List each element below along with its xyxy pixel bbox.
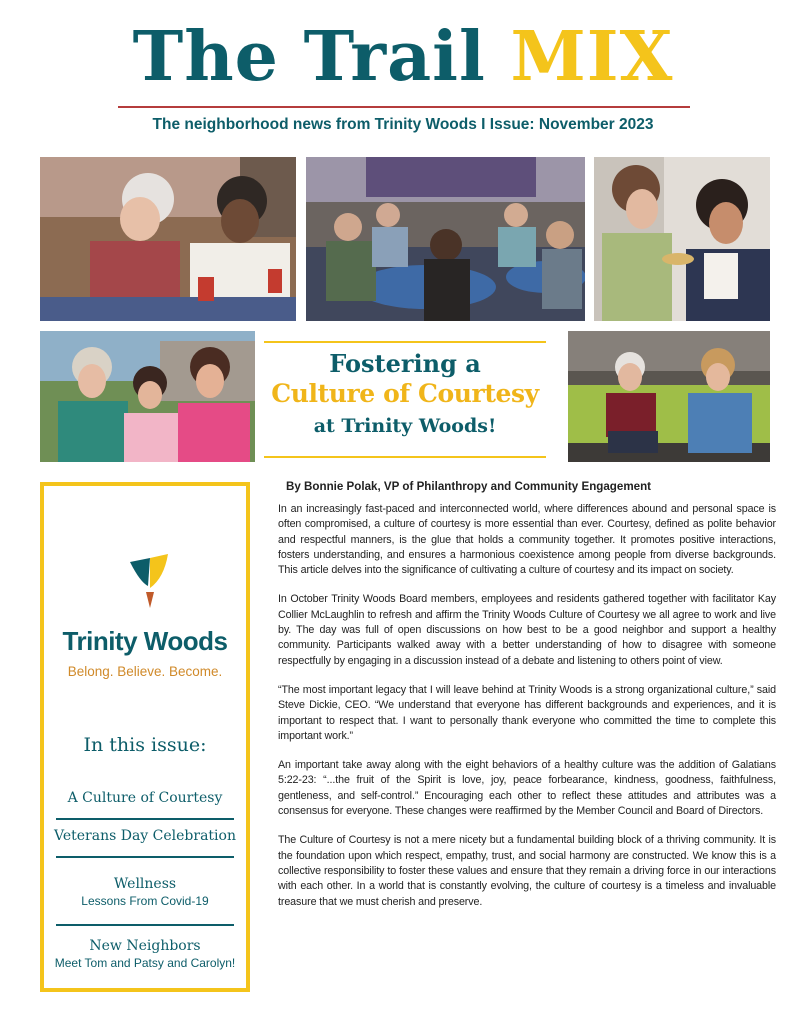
newsletter-title bbox=[0, 14, 806, 100]
sidebar-in-this-issue bbox=[40, 482, 250, 992]
article-paragraph: An important take away along with the eight behaviors of a healthy culture was the addition of Galatians 5:22-23: “...the fruit of the Spirit is love, joy, peace forbearance, kindness, goodness, faithfulness, gentleness, and self-control.” Encouraging each other to reflect these attitudes and attributes was a consensus for everyone. These changes were reaffirmed by the Member Council and Board of Directors. bbox=[278, 759, 776, 818]
article-body bbox=[278, 480, 776, 924]
trinity-woods-logo-icon bbox=[128, 552, 170, 610]
issue-item-wellness[interactable] bbox=[52, 876, 238, 908]
issue-item-subtitle: Lessons From Covid-19 bbox=[81, 894, 209, 908]
issue-divider bbox=[56, 818, 234, 820]
in-this-issue-heading: In this issue: bbox=[83, 734, 207, 756]
logo-name: Trinity Woods bbox=[62, 626, 228, 656]
headline-rule-bottom bbox=[264, 456, 546, 458]
article-paragraph: In an increasingly fast-paced and interconnected world, where differences abound and personal space is often compromised, a culture of courtesy is more essential than ever. Courtesy, defined as polite behavior and respectful manners, is the glue that holds a community together. It promotes positive interactions, fosters understanding, and ensures a harmonious coexistence among people from diverse backgrounds. This article delves into the significance of cultivating a culture of courtesy and its impact on society. bbox=[278, 503, 776, 577]
issue-item-title: Wellness bbox=[113, 876, 177, 892]
photo-three-women-outdoors bbox=[40, 331, 255, 462]
issue-item-veterans-day[interactable] bbox=[52, 828, 238, 844]
issue-divider bbox=[56, 856, 234, 858]
headline-rule-top bbox=[264, 341, 546, 343]
article-byline: By Bonnie Polak, VP of Philanthropy and Community Engagement bbox=[286, 480, 652, 493]
masthead-subtitle: The neighborhood news from Trinity Woods I Issue: November 2023 bbox=[152, 116, 654, 133]
photo-two-women-seated bbox=[568, 331, 770, 462]
article-paragraph: “The most important legacy that I will leave behind at Trinity Woods is a strong organizational culture,” said Steve Dickie, CEO. “We understand that everyone has different backgrounds and experiences, and it is important to respect that. I want to personally thank everyone who committed the time to complete this important work.” bbox=[278, 683, 776, 742]
article-paragraph: The Culture of Courtesy is not a mere nicety but a fundamental building block of a thriving community. It is the foundation upon which respect, empathy, trust, and social harmony are constructed. We know this is a collective responsibility to foster these values and ensure that they remain a driving force in our interactions with each other. In a world that is constantly evolving, the culture of courtesy is a timeless and invaluable treasure that we must cherish and preserve. bbox=[278, 834, 776, 908]
headline-line-3: at Trinity Woods! bbox=[313, 415, 497, 437]
issue-item-title: Veterans Day Celebration bbox=[54, 828, 236, 844]
photo-event-hall-tables bbox=[306, 157, 585, 321]
issue-item-subtitle: Meet Tom and Patsy and Carolyn! bbox=[54, 956, 236, 970]
photo-two-women-smiling bbox=[594, 157, 770, 321]
photo-two-residents-dining bbox=[40, 157, 296, 321]
issue-divider bbox=[56, 924, 234, 926]
issue-item-new-neighbors[interactable] bbox=[52, 938, 238, 970]
headline-line-2: Culture of Courtesy bbox=[271, 379, 539, 408]
title-the-trail: The Trail bbox=[132, 17, 486, 97]
logo-tagline: Belong. Believe. Become. bbox=[67, 664, 223, 679]
headline-block bbox=[264, 335, 546, 460]
article-paragraph: In October Trinity Woods Board members, employees and residents gathered together with facilitator Kay Collier McLaughlin to refresh and affirm the Trinity Woods Culture of Courtesy we all agree to work and live by. The day was full of open discussions on how best to be a good neighbor and support a healthy community. Participants walked away with a better understanding of how to disagree with someone respectfully by engaging in a discussion instead of a debate and listening to others point of view. bbox=[278, 593, 776, 667]
title-mix: MIX bbox=[510, 17, 674, 97]
masthead-divider bbox=[118, 106, 690, 108]
issue-item-title: New Neighbors bbox=[89, 938, 201, 954]
issue-item-title: A Culture of Courtesy bbox=[67, 790, 223, 806]
headline-line-1: Fostering a bbox=[329, 349, 481, 378]
issue-item-culture-of-courtesy[interactable] bbox=[52, 790, 238, 806]
